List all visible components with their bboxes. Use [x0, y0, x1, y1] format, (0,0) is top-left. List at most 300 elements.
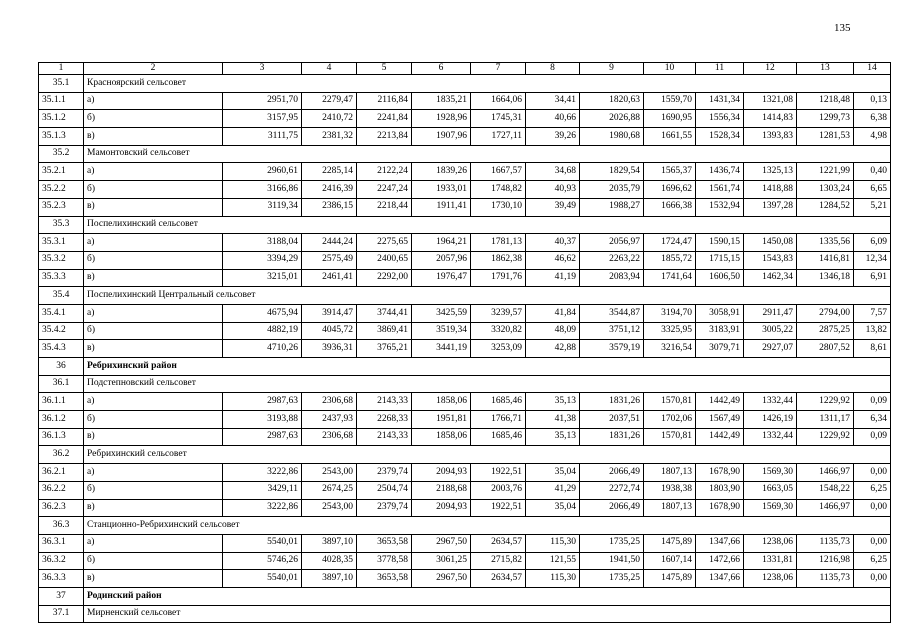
district-code: 37 — [39, 587, 84, 605]
value-cell: 1229,92 — [797, 393, 854, 411]
value-cell: 3744,41 — [357, 304, 412, 322]
column-number: 10 — [644, 63, 696, 75]
value-cell: 2715,82 — [471, 552, 526, 570]
value-cell: 2911,47 — [744, 304, 797, 322]
value-cell: 1567,49 — [696, 411, 744, 429]
value-cell: 1663,05 — [744, 481, 797, 499]
column-number: 14 — [854, 63, 891, 75]
value-cell: 1831,26 — [580, 393, 644, 411]
section-code: 35.3 — [39, 216, 84, 234]
value-cell: 1528,34 — [696, 128, 744, 146]
value-cell: 3429,11 — [223, 481, 302, 499]
value-cell: 42,88 — [526, 340, 580, 358]
value-cell: 3194,70 — [644, 304, 696, 322]
value-cell: 2927,07 — [744, 340, 797, 358]
value-cell: 5746,26 — [223, 552, 302, 570]
value-cell: 1332,44 — [744, 393, 797, 411]
row-code: 36.1.1 — [39, 393, 84, 411]
value-cell: 0,09 — [854, 428, 891, 446]
table-row — [39, 570, 891, 588]
district-title: Ребрихинский район — [84, 358, 891, 376]
section-title: Мирненский сельсовет — [84, 605, 891, 623]
value-cell: 2026,88 — [580, 110, 644, 128]
value-cell: 3239,57 — [471, 304, 526, 322]
value-cell: 1442,49 — [696, 393, 744, 411]
value-cell: 1556,34 — [696, 110, 744, 128]
value-cell: 1835,21 — [412, 92, 471, 110]
value-cell: 2674,25 — [302, 481, 357, 499]
value-cell: 35,13 — [526, 428, 580, 446]
value-cell: 2143,33 — [357, 393, 412, 411]
value-cell: 1685,46 — [471, 428, 526, 446]
value-cell: 3166,86 — [223, 181, 302, 199]
value-cell: 1976,47 — [412, 269, 471, 287]
value-cell: 2967,50 — [412, 534, 471, 552]
value-cell: 3751,12 — [580, 322, 644, 340]
table-row — [39, 92, 891, 110]
row-option: в) — [84, 428, 223, 446]
value-cell: 1397,28 — [744, 198, 797, 216]
value-cell: 1730,10 — [471, 198, 526, 216]
table-row — [39, 411, 891, 429]
value-cell: 2444,24 — [302, 234, 357, 252]
row-option: а) — [84, 534, 223, 552]
value-cell: 1299,73 — [797, 110, 854, 128]
value-cell: 1475,89 — [644, 534, 696, 552]
value-cell: 2794,00 — [797, 304, 854, 322]
section-code: 35.4 — [39, 287, 84, 305]
value-cell: 2247,24 — [357, 181, 412, 199]
value-cell: 1414,83 — [744, 110, 797, 128]
value-cell: 3653,58 — [357, 570, 412, 588]
row-option: б) — [84, 481, 223, 499]
value-cell: 40,37 — [526, 234, 580, 252]
table-row — [39, 128, 891, 146]
value-cell: 1590,15 — [696, 234, 744, 252]
value-cell: 3193,88 — [223, 411, 302, 429]
value-cell: 1281,53 — [797, 128, 854, 146]
row-option: в) — [84, 570, 223, 588]
section-row — [39, 145, 891, 163]
value-cell: 115,30 — [526, 570, 580, 588]
value-cell: 1466,97 — [797, 464, 854, 482]
table-row — [39, 181, 891, 199]
table-row — [39, 110, 891, 128]
value-cell: 1745,31 — [471, 110, 526, 128]
value-cell: 2057,96 — [412, 251, 471, 269]
value-cell: 5,21 — [854, 198, 891, 216]
value-cell: 2875,25 — [797, 322, 854, 340]
column-number: 3 — [223, 63, 302, 75]
section-row — [39, 446, 891, 464]
value-cell: 1666,38 — [644, 198, 696, 216]
value-cell: 3869,41 — [357, 322, 412, 340]
value-cell: 6,38 — [854, 110, 891, 128]
column-number-row — [39, 63, 891, 75]
value-cell: 1221,99 — [797, 163, 854, 181]
value-cell: 4028,35 — [302, 552, 357, 570]
value-cell: 3222,86 — [223, 499, 302, 517]
value-cell: 0,00 — [854, 570, 891, 588]
value-cell: 1781,13 — [471, 234, 526, 252]
section-row — [39, 375, 891, 393]
section-row — [39, 75, 891, 93]
value-cell: 1607,14 — [644, 552, 696, 570]
value-cell: 1216,98 — [797, 552, 854, 570]
value-cell: 1922,51 — [471, 499, 526, 517]
value-cell: 1820,63 — [580, 92, 644, 110]
table-row — [39, 198, 891, 216]
row-code: 35.2.3 — [39, 198, 84, 216]
value-cell: 2218,44 — [357, 198, 412, 216]
value-cell: 1311,17 — [797, 411, 854, 429]
value-cell: 1696,62 — [644, 181, 696, 199]
value-cell: 2037,51 — [580, 411, 644, 429]
column-number: 13 — [797, 63, 854, 75]
value-cell: 1858,06 — [412, 393, 471, 411]
value-cell: 1570,81 — [644, 393, 696, 411]
section-code: 37.1 — [39, 605, 84, 623]
value-cell: 2575,49 — [302, 251, 357, 269]
value-cell: 1238,06 — [744, 534, 797, 552]
value-cell: 2292,00 — [357, 269, 412, 287]
value-cell: 115,30 — [526, 534, 580, 552]
value-cell: 2437,93 — [302, 411, 357, 429]
value-cell: 3425,59 — [412, 304, 471, 322]
value-cell: 1724,47 — [644, 234, 696, 252]
section-code: 36.1 — [39, 375, 84, 393]
value-cell: 2416,39 — [302, 181, 357, 199]
column-number: 4 — [302, 63, 357, 75]
value-cell: 6,65 — [854, 181, 891, 199]
value-cell: 1911,41 — [412, 198, 471, 216]
value-cell: 1807,13 — [644, 499, 696, 517]
value-cell: 2094,93 — [412, 464, 471, 482]
value-cell: 2543,00 — [302, 464, 357, 482]
value-cell: 3157,95 — [223, 110, 302, 128]
value-cell: 3579,19 — [580, 340, 644, 358]
value-cell: 1715,15 — [696, 251, 744, 269]
district-row — [39, 358, 891, 376]
value-cell: 2987,63 — [223, 393, 302, 411]
row-code: 35.3.2 — [39, 251, 84, 269]
value-cell: 2306,68 — [302, 393, 357, 411]
row-option: а) — [84, 304, 223, 322]
value-cell: 3183,91 — [696, 322, 744, 340]
row-code: 35.4.3 — [39, 340, 84, 358]
value-cell: 3079,71 — [696, 340, 744, 358]
value-cell: 1450,08 — [744, 234, 797, 252]
value-cell: 6,25 — [854, 481, 891, 499]
value-cell: 3058,91 — [696, 304, 744, 322]
district-title: Родинский район — [84, 587, 891, 605]
row-code: 36.2.1 — [39, 464, 84, 482]
value-cell: 3222,86 — [223, 464, 302, 482]
row-option: б) — [84, 411, 223, 429]
value-cell: 2285,14 — [302, 163, 357, 181]
value-cell: 1941,50 — [580, 552, 644, 570]
value-cell: 1569,30 — [744, 499, 797, 517]
value-cell: 1980,68 — [580, 128, 644, 146]
value-cell: 3519,34 — [412, 322, 471, 340]
row-option: б) — [84, 322, 223, 340]
value-cell: 1988,27 — [580, 198, 644, 216]
value-cell: 1735,25 — [580, 534, 644, 552]
value-cell: 1807,13 — [644, 464, 696, 482]
column-number: 6 — [412, 63, 471, 75]
row-option: в) — [84, 128, 223, 146]
section-title: Мамонтовский сельсовет — [84, 145, 891, 163]
value-cell: 3111,75 — [223, 128, 302, 146]
value-cell: 2083,94 — [580, 269, 644, 287]
value-cell: 1922,51 — [471, 464, 526, 482]
value-cell: 2379,74 — [357, 499, 412, 517]
value-cell: 2272,74 — [580, 481, 644, 499]
value-cell: 3914,47 — [302, 304, 357, 322]
value-cell: 2987,63 — [223, 428, 302, 446]
value-cell: 0,09 — [854, 393, 891, 411]
section-title: Ребрихинский сельсовет — [84, 446, 891, 464]
district-code: 36 — [39, 358, 84, 376]
value-cell: 1346,18 — [797, 269, 854, 287]
value-cell: 2381,32 — [302, 128, 357, 146]
value-cell: 1951,81 — [412, 411, 471, 429]
value-cell: 1803,90 — [696, 481, 744, 499]
table-row — [39, 322, 891, 340]
value-cell: 1472,66 — [696, 552, 744, 570]
table-row — [39, 534, 891, 552]
value-cell: 13,82 — [854, 322, 891, 340]
row-option: а) — [84, 163, 223, 181]
value-cell: 1436,74 — [696, 163, 744, 181]
value-cell: 2379,74 — [357, 464, 412, 482]
row-option: а) — [84, 464, 223, 482]
value-cell: 3325,95 — [644, 322, 696, 340]
value-cell: 4,98 — [854, 128, 891, 146]
value-cell: 1561,74 — [696, 181, 744, 199]
value-cell: 4045,72 — [302, 322, 357, 340]
value-cell: 3216,54 — [644, 340, 696, 358]
column-number: 9 — [580, 63, 644, 75]
value-cell: 3119,34 — [223, 198, 302, 216]
value-cell: 2094,93 — [412, 499, 471, 517]
value-cell: 1393,83 — [744, 128, 797, 146]
value-cell: 3253,09 — [471, 340, 526, 358]
value-cell: 1678,90 — [696, 464, 744, 482]
value-cell: 2400,65 — [357, 251, 412, 269]
value-cell: 1431,34 — [696, 92, 744, 110]
value-cell: 41,29 — [526, 481, 580, 499]
column-number: 7 — [471, 63, 526, 75]
row-option: а) — [84, 92, 223, 110]
value-cell: 1532,94 — [696, 198, 744, 216]
value-cell: 46,62 — [526, 251, 580, 269]
row-option: в) — [84, 499, 223, 517]
value-cell: 1839,26 — [412, 163, 471, 181]
value-cell: 1690,95 — [644, 110, 696, 128]
value-cell: 3394,29 — [223, 251, 302, 269]
value-cell: 1570,81 — [644, 428, 696, 446]
value-cell: 34,41 — [526, 92, 580, 110]
table-row — [39, 304, 891, 322]
value-cell: 34,68 — [526, 163, 580, 181]
value-cell: 5540,01 — [223, 534, 302, 552]
value-cell: 1685,46 — [471, 393, 526, 411]
value-cell: 2188,68 — [412, 481, 471, 499]
value-cell: 1829,54 — [580, 163, 644, 181]
value-cell: 1325,13 — [744, 163, 797, 181]
value-cell: 1466,97 — [797, 499, 854, 517]
value-cell: 6,91 — [854, 269, 891, 287]
value-cell: 1135,73 — [797, 570, 854, 588]
value-cell: 41,38 — [526, 411, 580, 429]
value-cell: 41,19 — [526, 269, 580, 287]
column-number: 5 — [357, 63, 412, 75]
value-cell: 1229,92 — [797, 428, 854, 446]
row-code: 35.1.1 — [39, 92, 84, 110]
value-cell: 1735,25 — [580, 570, 644, 588]
value-cell: 39,26 — [526, 128, 580, 146]
value-cell: 3897,10 — [302, 570, 357, 588]
value-cell: 121,55 — [526, 552, 580, 570]
value-cell: 1416,81 — [797, 251, 854, 269]
value-cell: 2241,84 — [357, 110, 412, 128]
value-cell: 2263,22 — [580, 251, 644, 269]
value-cell: 2035,79 — [580, 181, 644, 199]
table-row — [39, 269, 891, 287]
value-cell: 1933,01 — [412, 181, 471, 199]
value-cell: 1442,49 — [696, 428, 744, 446]
value-cell: 1543,83 — [744, 251, 797, 269]
section-row — [39, 216, 891, 234]
value-cell: 2003,76 — [471, 481, 526, 499]
value-cell: 40,93 — [526, 181, 580, 199]
section-title: Поспелихинский Центральный сельсовет — [84, 287, 891, 305]
value-cell: 1791,76 — [471, 269, 526, 287]
value-cell: 48,09 — [526, 322, 580, 340]
row-code: 35.3.3 — [39, 269, 84, 287]
value-cell: 5540,01 — [223, 570, 302, 588]
row-option: в) — [84, 198, 223, 216]
value-cell: 1907,96 — [412, 128, 471, 146]
table-row — [39, 251, 891, 269]
value-cell: 1238,06 — [744, 570, 797, 588]
value-cell: 3061,25 — [412, 552, 471, 570]
row-code: 35.1.2 — [39, 110, 84, 128]
value-cell: 6,34 — [854, 411, 891, 429]
value-cell: 3188,04 — [223, 234, 302, 252]
value-cell: 0,00 — [854, 499, 891, 517]
value-cell: 3441,19 — [412, 340, 471, 358]
row-option: а) — [84, 234, 223, 252]
value-cell: 0,00 — [854, 464, 891, 482]
value-cell: 0,00 — [854, 534, 891, 552]
section-title: Красноярский сельсовет — [84, 75, 891, 93]
value-cell: 2967,50 — [412, 570, 471, 588]
value-cell: 3765,21 — [357, 340, 412, 358]
value-cell: 2807,52 — [797, 340, 854, 358]
column-number: 2 — [84, 63, 223, 75]
row-code: 36.2.3 — [39, 499, 84, 517]
value-cell: 1569,30 — [744, 464, 797, 482]
row-code: 36.3.1 — [39, 534, 84, 552]
value-cell: 1331,81 — [744, 552, 797, 570]
value-cell: 2279,47 — [302, 92, 357, 110]
value-cell: 0,40 — [854, 163, 891, 181]
value-cell: 1475,89 — [644, 570, 696, 588]
value-cell: 1335,56 — [797, 234, 854, 252]
value-cell: 2056,97 — [580, 234, 644, 252]
table-row — [39, 340, 891, 358]
row-option: а) — [84, 393, 223, 411]
value-cell: 1135,73 — [797, 534, 854, 552]
section-code: 35.1 — [39, 75, 84, 93]
value-cell: 3005,22 — [744, 322, 797, 340]
section-code: 35.2 — [39, 145, 84, 163]
value-cell: 35,04 — [526, 499, 580, 517]
value-cell: 1855,72 — [644, 251, 696, 269]
value-cell: 2634,57 — [471, 570, 526, 588]
value-cell: 2410,72 — [302, 110, 357, 128]
value-cell: 3544,87 — [580, 304, 644, 322]
row-code: 35.4.1 — [39, 304, 84, 322]
value-cell: 0,13 — [854, 92, 891, 110]
value-cell: 1321,08 — [744, 92, 797, 110]
value-cell: 41,84 — [526, 304, 580, 322]
value-cell: 4710,26 — [223, 340, 302, 358]
value-cell: 1303,24 — [797, 181, 854, 199]
value-cell: 2543,00 — [302, 499, 357, 517]
row-code: 36.1.3 — [39, 428, 84, 446]
value-cell: 2066,49 — [580, 499, 644, 517]
value-cell: 1766,71 — [471, 411, 526, 429]
value-cell: 3215,01 — [223, 269, 302, 287]
value-cell: 2275,65 — [357, 234, 412, 252]
value-cell: 1862,38 — [471, 251, 526, 269]
section-code: 36.3 — [39, 517, 84, 535]
value-cell: 1284,52 — [797, 198, 854, 216]
district-row — [39, 587, 891, 605]
row-code: 36.1.2 — [39, 411, 84, 429]
table-row — [39, 163, 891, 181]
value-cell: 2461,41 — [302, 269, 357, 287]
tariff-table — [38, 62, 891, 623]
value-cell: 1565,37 — [644, 163, 696, 181]
section-title: Станционно-Ребрихинский сельсовет — [84, 517, 891, 535]
value-cell: 1332,44 — [744, 428, 797, 446]
table-row — [39, 481, 891, 499]
value-cell: 7,57 — [854, 304, 891, 322]
row-code: 35.4.2 — [39, 322, 84, 340]
value-cell: 1218,48 — [797, 92, 854, 110]
value-cell: 3320,82 — [471, 322, 526, 340]
value-cell: 1741,64 — [644, 269, 696, 287]
value-cell: 40,66 — [526, 110, 580, 128]
row-code: 35.3.1 — [39, 234, 84, 252]
row-code: 36.2.2 — [39, 481, 84, 499]
value-cell: 2504,74 — [357, 481, 412, 499]
row-option: б) — [84, 552, 223, 570]
value-cell: 6,09 — [854, 234, 891, 252]
value-cell: 1858,06 — [412, 428, 471, 446]
column-number: 1 — [39, 63, 84, 75]
value-cell: 1702,06 — [644, 411, 696, 429]
row-code: 35.2.1 — [39, 163, 84, 181]
row-code: 35.1.3 — [39, 128, 84, 146]
value-cell: 1606,50 — [696, 269, 744, 287]
section-title: Поспелихинский сельсовет — [84, 216, 891, 234]
value-cell: 4675,94 — [223, 304, 302, 322]
